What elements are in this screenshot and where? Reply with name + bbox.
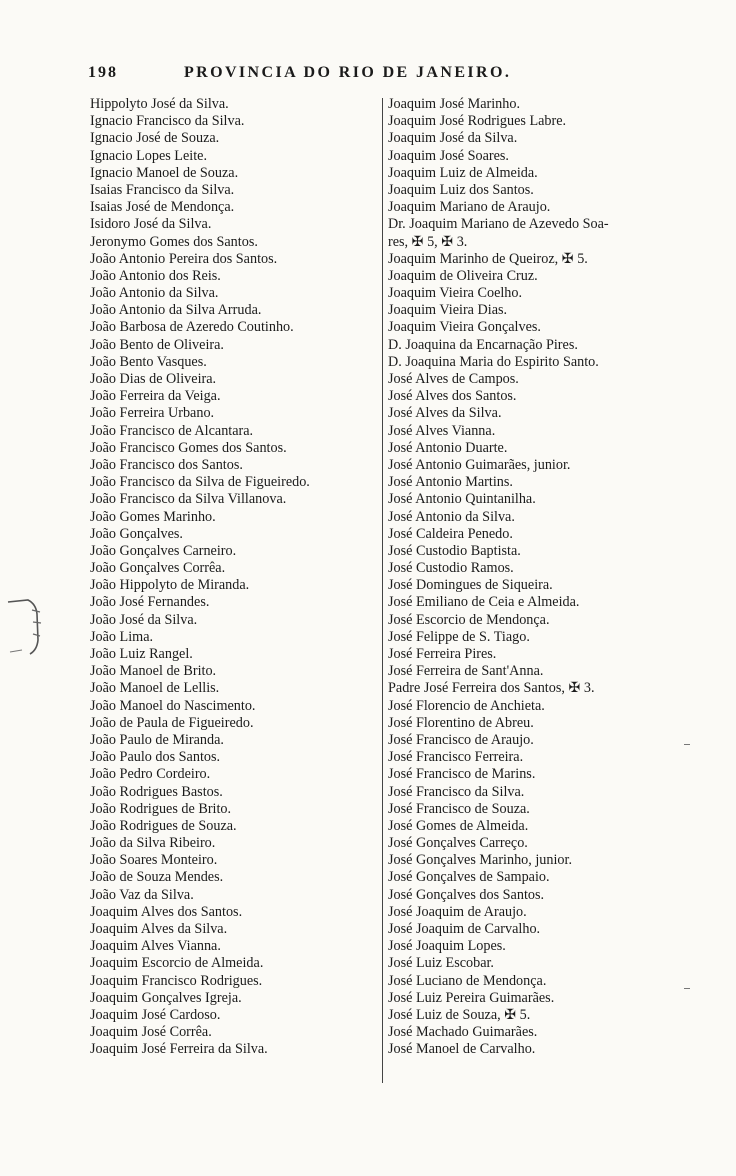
name-entry: José Antonio Guimarães, junior. — [388, 456, 571, 473]
name-entry: Joaquim Luiz de Almeida. — [388, 164, 538, 181]
name-entry: José Felippe de S. Tiago. — [388, 628, 530, 645]
name-entry: José Custodio Baptista. — [388, 542, 521, 559]
name-entry: João Antonio da Silva Arruda. — [90, 302, 262, 319]
name-entry: José Gonçalves Marinho, junior. — [388, 852, 573, 869]
name-entry: Joaquim Vieira Dias. — [388, 302, 508, 319]
name-entry: João Gomes Marinho. — [90, 508, 216, 525]
name-entry: João de Souza Mendes. — [90, 869, 224, 886]
name-entry: Joaquim Gonçalves Igreja. — [90, 989, 242, 1006]
name-entry: João Ferreira Urbano. — [90, 405, 215, 422]
name-entry: José Antonio Quintanilha. — [388, 491, 536, 508]
name-entry: José Joaquim de Carvalho. — [388, 921, 541, 937]
name-entry: José Ferreira de Sant'Anna. — [388, 663, 544, 680]
name-entry: Ignacio José de Souza. — [90, 130, 220, 147]
name-entry: José Luiz Pereira Guimarães. — [388, 989, 555, 1006]
name-entry: João Bento Vasques. — [90, 353, 207, 370]
name-entry: José Machado Guimarães. — [388, 1024, 538, 1041]
name-entry: João Luiz Rangel. — [90, 646, 193, 662]
name-entry: Joaquim Luiz dos Santos. — [388, 181, 534, 198]
name-entry: D. Joaquina Maria do Espirito Santo. — [388, 353, 599, 370]
name-entry: João Manoel de Brito. — [90, 663, 217, 680]
margin-dash-mark — [684, 988, 690, 989]
name-entry: José Francisco de Marins. — [388, 766, 536, 783]
name-entry: José Alves da Silva. — [388, 405, 502, 422]
name-entry: João Antonio da Silva. — [90, 285, 219, 302]
right-name-column — [388, 96, 688, 1059]
name-entry: João Bento de Oliveira. — [90, 336, 224, 353]
name-entry: João Francisco da Silva Villanova. — [90, 491, 287, 508]
name-entry: Joaquim José Soares. — [388, 147, 509, 164]
name-entry: Joaquim Vieira Gonçalves. — [388, 319, 541, 336]
name-entry: João Rodrigues de Brito. — [90, 800, 232, 817]
name-entry: Ignacio Lopes Leite. — [90, 147, 207, 164]
name-entry: Joaquim de Oliveira Cruz. — [388, 267, 538, 284]
name-entry: Joaquim Alves Vianna. — [90, 938, 221, 955]
name-entry: João Gonçalves Carneiro. — [90, 542, 237, 559]
name-entry: José Joaquim Lopes. — [388, 938, 506, 955]
name-entry: Jeronymo Gomes dos Santos. — [90, 233, 258, 250]
name-entry: Joaquim Alves da Silva. — [90, 921, 228, 937]
name-entry: João Barbosa de Azeredo Coutinho. — [90, 319, 294, 336]
name-entry: Joaquim Mariano de Araujo. — [388, 199, 551, 216]
name-entry: João Soares Monteiro. — [90, 852, 218, 869]
margin-bracket-mark — [6, 592, 44, 658]
name-entry: José Gomes de Almeida. — [388, 817, 529, 834]
name-entry: João Paulo de Miranda. — [90, 731, 224, 748]
name-entry: José Escorcio de Mendonça. — [388, 611, 550, 628]
running-title: PROVINCIA DO RIO DE JANEIRO. — [184, 64, 512, 81]
name-entry: João Francisco da Silva de Figueiredo. — [90, 474, 310, 491]
left-name-column — [90, 96, 380, 1059]
name-entry: João Pedro Cordeiro. — [90, 766, 211, 783]
name-entry: Joaquim José Rodrigues Labre. — [388, 113, 567, 130]
name-entry: José Custodio Ramos. — [388, 560, 514, 577]
name-entry: Padre José Ferreira dos Santos, ✠ 3. — [388, 680, 595, 697]
name-entry: Joaquim José Corrêa. — [90, 1024, 212, 1041]
name-entry: Ignacio Manoel de Souza. — [90, 164, 239, 181]
name-entry: João Francisco dos Santos. — [90, 456, 243, 473]
name-entry: José Gonçalves dos Santos. — [388, 886, 545, 903]
name-entry: D. Joaquina da Encarnação Pires. — [388, 336, 578, 353]
name-entry: Joaquim José da Silva. — [388, 130, 518, 147]
name-entry: Joaquim José Ferreira da Silva. — [90, 1041, 268, 1058]
name-entry: José Emiliano de Ceia e Almeida. — [388, 594, 580, 611]
column-divider — [382, 98, 383, 1083]
name-entry: José Manoel de Carvalho. — [388, 1041, 536, 1058]
name-entry: res, ✠ 5, ✠ 3. — [388, 233, 468, 250]
name-entry: Hippolyto José da Silva. — [90, 96, 229, 112]
name-entry: José Antonio da Silva. — [388, 508, 515, 525]
name-entry: João Rodrigues de Souza. — [90, 817, 237, 834]
name-entry: João José da Silva. — [90, 611, 198, 628]
name-entry: João Antonio Pereira dos Santos. — [90, 250, 278, 267]
name-entry: José Alves Vianna. — [388, 422, 496, 439]
name-entry: José Joaquim de Araujo. — [388, 903, 527, 920]
name-entry: Dr. Joaquim Mariano de Azevedo Soa- — [388, 216, 609, 233]
page-header — [88, 64, 648, 86]
name-entry: José Francisco de Araujo. — [388, 731, 534, 748]
name-entry: João Gonçalves. — [90, 525, 183, 542]
name-entry: Isaias José de Mendonça. — [90, 199, 235, 216]
name-entry: José Luiz Escobar. — [388, 955, 494, 972]
name-entry: José Antonio Martins. — [388, 474, 513, 491]
name-entry: José Florencio de Anchieta. — [388, 697, 545, 714]
name-entry: João da Silva Ribeiro. — [90, 835, 216, 852]
name-entry: João Dias de Oliveira. — [90, 371, 217, 387]
name-entry: José Florentino de Abreu. — [388, 714, 534, 731]
name-entry: Joaquim Vieira Coelho. — [388, 285, 523, 302]
name-entry: João Lima. — [90, 628, 154, 645]
name-entry: José Gonçalves de Sampaio. — [388, 869, 550, 886]
name-entry: João Manoel do Nascimento. — [90, 697, 256, 714]
name-entry: João Manoel de Lellis. — [90, 680, 220, 697]
name-entry: João José Fernandes. — [90, 594, 210, 611]
name-entry: José Caldeira Penedo. — [388, 525, 513, 542]
page-number: 198 — [88, 64, 118, 81]
name-entry: João Paulo dos Santos. — [90, 749, 221, 766]
name-entry: Joaquim José Marinho. — [388, 96, 521, 112]
name-entry: Joaquim José Cardoso. — [90, 1006, 221, 1023]
name-entry: José Ferreira Pires. — [388, 646, 497, 662]
name-entry: Ignacio Francisco da Silva. — [90, 113, 245, 130]
name-entry: Joaquim Alves dos Santos. — [90, 903, 243, 920]
name-entry: Isidoro José da Silva. — [90, 216, 212, 233]
name-entry: José Gonçalves Carreço. — [388, 835, 528, 852]
name-entry: João Hippolyto de Miranda. — [90, 577, 250, 594]
name-entry: João Francisco Gomes dos Santos. — [90, 439, 287, 456]
name-entry: João de Paula de Figueiredo. — [90, 714, 254, 731]
name-entry: João Gonçalves Corrêa. — [90, 560, 226, 577]
name-entry: José Luiz de Souza, ✠ 5. — [388, 1006, 531, 1023]
name-entry: José Alves dos Santos. — [388, 388, 517, 405]
name-entry: Joaquim Escorcio de Almeida. — [90, 955, 264, 972]
name-entry: João Vaz da Silva. — [90, 886, 194, 903]
name-entry: José Francisco da Silva. — [388, 783, 525, 800]
name-entry: Joaquim Marinho de Queiroz, ✠ 5. — [388, 250, 588, 267]
name-entry: João Antonio dos Reis. — [90, 267, 221, 284]
name-entry: José Antonio Duarte. — [388, 439, 508, 456]
name-entry: José Francisco Ferreira. — [388, 749, 524, 766]
name-entry: Isaias Francisco da Silva. — [90, 181, 235, 198]
name-entry: João Francisco de Alcantara. — [90, 422, 254, 439]
name-entry: Joaquim Francisco Rodrigues. — [90, 972, 263, 989]
name-entry: José Alves de Campos. — [388, 371, 519, 387]
name-entry: José Domingues de Siqueira. — [388, 577, 553, 594]
name-entry: José Luciano de Mendonça. — [388, 972, 547, 989]
name-entry: João Ferreira da Veiga. — [90, 388, 221, 405]
margin-dash-mark — [684, 744, 690, 745]
name-entry: João Rodrigues Bastos. — [90, 783, 223, 800]
name-entry: José Francisco de Souza. — [388, 800, 530, 817]
